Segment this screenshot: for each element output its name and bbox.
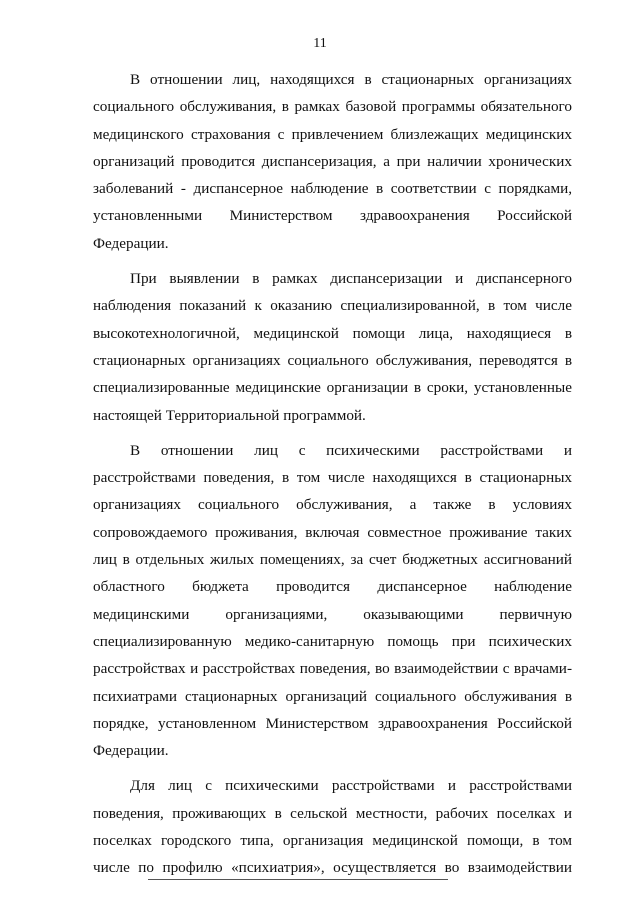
text-line: расстройствами поведения, в том числе находящихся в стационарных xyxy=(93,469,572,487)
footer-divider xyxy=(148,879,448,880)
text-line: социального обслуживания, в рамках базовой программы обязательного xyxy=(93,98,572,116)
text-line: высокотехнологичной, медицинской помощи лица, находящиеся в xyxy=(93,324,572,342)
text-line: В отношении лиц, находящихся в стационарных организациях xyxy=(130,71,572,88)
document-body xyxy=(93,66,572,890)
paragraph-1 xyxy=(93,66,572,257)
text-line: лиц в отдельных жилых помещениях, за счет бюджетных ассигнований xyxy=(93,551,572,569)
paragraph-2 xyxy=(93,265,572,429)
text-line: организаций проводится диспансеризация, а при наличии хронических xyxy=(93,152,572,170)
text-line: Федерации. xyxy=(93,742,169,760)
text-line: специализированную медико-санитарную помощь при психических xyxy=(93,632,572,650)
text-line: поселках городского типа, организация медицинской помощи, в том xyxy=(93,832,572,850)
text-line: числе по профилю «психиатрия», осуществляется во взаимодействии xyxy=(93,859,572,877)
text-line: наблюдения показаний к оказанию специализированной, в том числе xyxy=(93,297,572,315)
text-line: медицинскими организациями, оказывающими первичную xyxy=(93,605,572,623)
text-line: организациях социального обслуживания, а также в условиях xyxy=(93,496,572,514)
text-line: расстройствах и расстройствах поведения, во взаимодействии с врачами- xyxy=(93,660,572,678)
text-line: установленными Министерством здравоохранения Российской xyxy=(93,207,572,225)
text-line: порядке, установленном Министерством здравоохранения Российской xyxy=(93,714,572,732)
text-line: В отношении лиц с психическими расстройствами и xyxy=(130,441,572,459)
text-line: стационарных организациях социального обслуживания, переводятся в xyxy=(93,351,572,369)
text-line: медицинского страхования с привлечением близлежащих медицинских xyxy=(93,125,572,143)
text-line: психиатрами стационарных организаций социального обслуживания в xyxy=(93,687,572,705)
text-line: Федерации. xyxy=(93,234,169,252)
text-line: сопровождаемого проживания, включая совместное проживание таких xyxy=(93,523,572,541)
text-line: областного бюджета проводится диспансерное наблюдение xyxy=(93,578,572,596)
text-line: Для лиц с психическими расстройствами и расстройствами xyxy=(130,777,572,795)
page-number: 11 xyxy=(313,36,327,51)
text-line: заболеваний - диспансерное наблюдение в соответствии с порядками, xyxy=(93,180,572,198)
text-line: При выявлении в рамках диспансеризации и диспансерного xyxy=(130,270,572,288)
text-line: специализированные медицинские организации в сроки, установленные xyxy=(93,379,572,397)
paragraph-4 xyxy=(93,772,572,881)
text-line: поведения, проживающих в сельской местности, рабочих поселках и xyxy=(93,804,572,822)
paragraph-3 xyxy=(93,437,572,765)
text-line: настоящей Территориальной программой. xyxy=(93,406,366,424)
